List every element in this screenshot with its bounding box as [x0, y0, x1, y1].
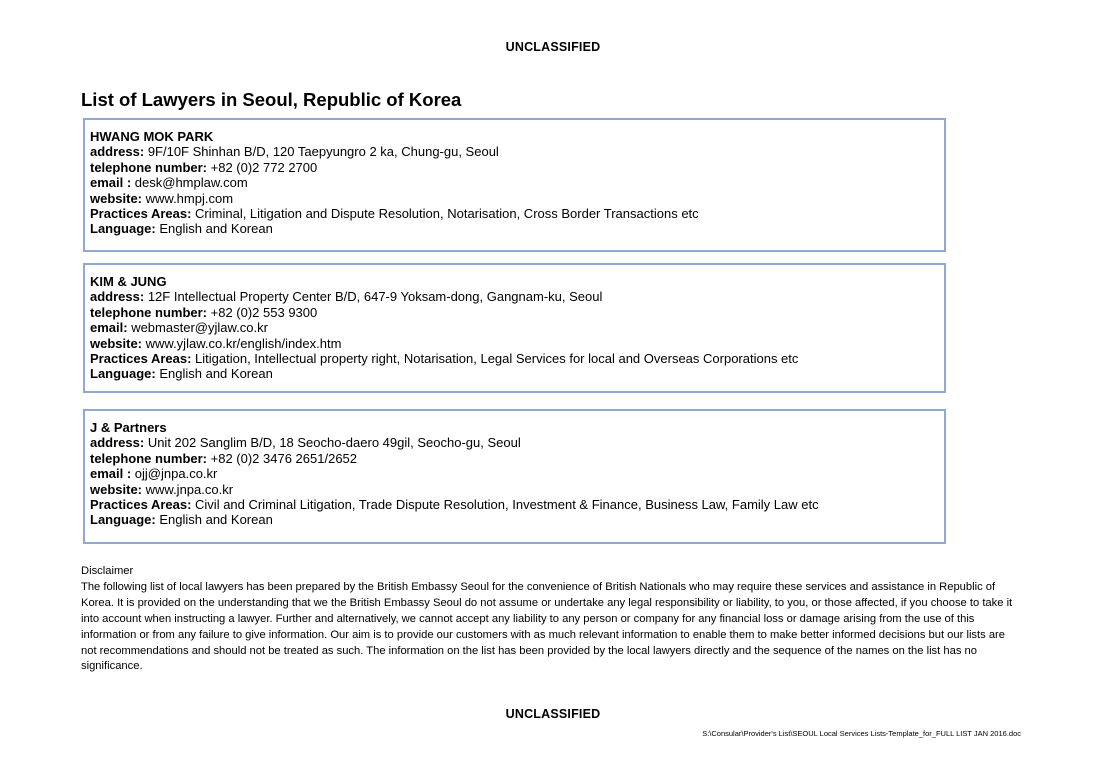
- telephone-value: +82 (0)2 772 2700: [207, 159, 318, 175]
- address-row: [90, 435, 944, 450]
- language-row: [90, 221, 944, 236]
- telephone-label: telephone number:: [90, 450, 208, 466]
- practices-label: Practices Areas:: [90, 351, 192, 367]
- file-path: S:\Consular\Provider's List\SEOUL Local Services Lists-Template_for_FULL LIST JAN 2016.doc: [702, 729, 1021, 738]
- lawyer-entry: [83, 409, 946, 544]
- language-label: Language:: [90, 221, 156, 237]
- practices-row: [90, 206, 944, 221]
- language-value: English and Korean: [155, 221, 273, 237]
- email-label: email :: [90, 175, 132, 191]
- website-value: www.hmpj.com: [142, 190, 234, 206]
- disclaimer-text: The following list of local lawyers has been prepared by the British Embassy Seoul for the convenience of British Nationals who may require these services and assistance in Republic of Korea. It is provided on the understanding that we the British Embassy Seoul do not assume or undertake any legal responsibility or liability, to you, or those affected, if you choose to take it into account when instructing a lawyer. Further and alternatively, we cannot accept any liability to any person or company for any financial loss or damage arising from the use of this information or from any failure to give information. Our aim is to provide our customers with as much relevant information to enable them to make better informed decisions but our lists are not recommendations and should not be treated as such. The information on the list has been provided by the local lawyers directly and the sequence of the names on the list has no significance.: [81, 580, 1013, 673]
- email-row: [90, 320, 944, 335]
- firm-name: KIM & JUNG: [90, 274, 167, 289]
- website-label: website:: [90, 335, 143, 351]
- telephone-label: telephone number:: [90, 304, 208, 320]
- language-value: English and Korean: [155, 366, 273, 382]
- disclaimer: [81, 564, 1016, 675]
- firm-name: J & Partners: [90, 420, 167, 435]
- website-label: website:: [90, 190, 143, 206]
- website-value: www.yjlaw.co.kr/english/index.htm: [142, 335, 342, 351]
- language-value: English and Korean: [155, 512, 273, 528]
- practices-row: [90, 497, 944, 512]
- email-value: desk@hmplaw.com: [131, 175, 248, 191]
- email-row: [90, 466, 944, 481]
- address-value: 9F/10F Shinhan B/D, 120 Taepyungro 2 ka, Chung-gu, Seoul: [144, 144, 499, 160]
- lawyer-entry: [83, 118, 946, 252]
- practices-value: Litigation, Intellectual property right, Notarisation, Legal Services for local and Overseas Corporations etc: [191, 351, 799, 367]
- website-value: www.jnpa.co.kr: [142, 481, 234, 497]
- website-row: [90, 191, 944, 206]
- email-row: [90, 175, 944, 190]
- practices-row: [90, 351, 944, 366]
- language-row: [90, 366, 944, 381]
- address-row: [90, 144, 944, 159]
- telephone-row: [90, 305, 944, 320]
- practices-value: Civil and Criminal Litigation, Trade Dispute Resolution, Investment & Finance, Business Law, Family Law etc: [191, 497, 819, 513]
- email-label: email :: [90, 466, 132, 482]
- website-row: [90, 336, 944, 351]
- language-label: Language:: [90, 512, 156, 528]
- address-label: address:: [90, 289, 145, 305]
- address-label: address:: [90, 144, 145, 160]
- telephone-value: +82 (0)2 3476 2651/2652: [207, 450, 358, 466]
- disclaimer-heading: Disclaimer: [81, 565, 134, 577]
- telephone-value: +82 (0)2 553 9300: [207, 304, 318, 320]
- address-label: address:: [90, 435, 145, 451]
- lawyer-entry: [83, 263, 946, 393]
- firm-name: HWANG MOK PARK: [90, 129, 214, 144]
- address-row: [90, 289, 944, 304]
- email-value: ojj@jnpa.co.kr: [131, 466, 218, 482]
- classification-footer: UNCLASSIFIED: [505, 707, 601, 721]
- classification-header: UNCLASSIFIED: [505, 40, 601, 54]
- website-row: [90, 482, 944, 497]
- practices-value: Criminal, Litigation and Dispute Resolution, Notarisation, Cross Border Transactions etc: [191, 206, 699, 222]
- telephone-label: telephone number:: [90, 159, 208, 175]
- language-row: [90, 512, 944, 527]
- address-value: 12F Intellectual Property Center B/D, 647-9 Yoksam-dong, Gangnam-ku, Seoul: [144, 289, 603, 305]
- practices-label: Practices Areas:: [90, 206, 192, 222]
- website-label: website:: [90, 481, 143, 497]
- email-value: webmaster@yjlaw.co.kr: [127, 320, 268, 336]
- page-title: List of Lawyers in Seoul, Republic of Korea: [81, 89, 462, 110]
- address-value: Unit 202 Sanglim B/D, 18 Seocho-daero 49gil, Seocho-gu, Seoul: [144, 435, 521, 451]
- telephone-row: [90, 451, 944, 466]
- practices-label: Practices Areas:: [90, 497, 192, 513]
- language-label: Language:: [90, 366, 156, 382]
- telephone-row: [90, 160, 944, 175]
- email-label: email:: [90, 320, 128, 336]
